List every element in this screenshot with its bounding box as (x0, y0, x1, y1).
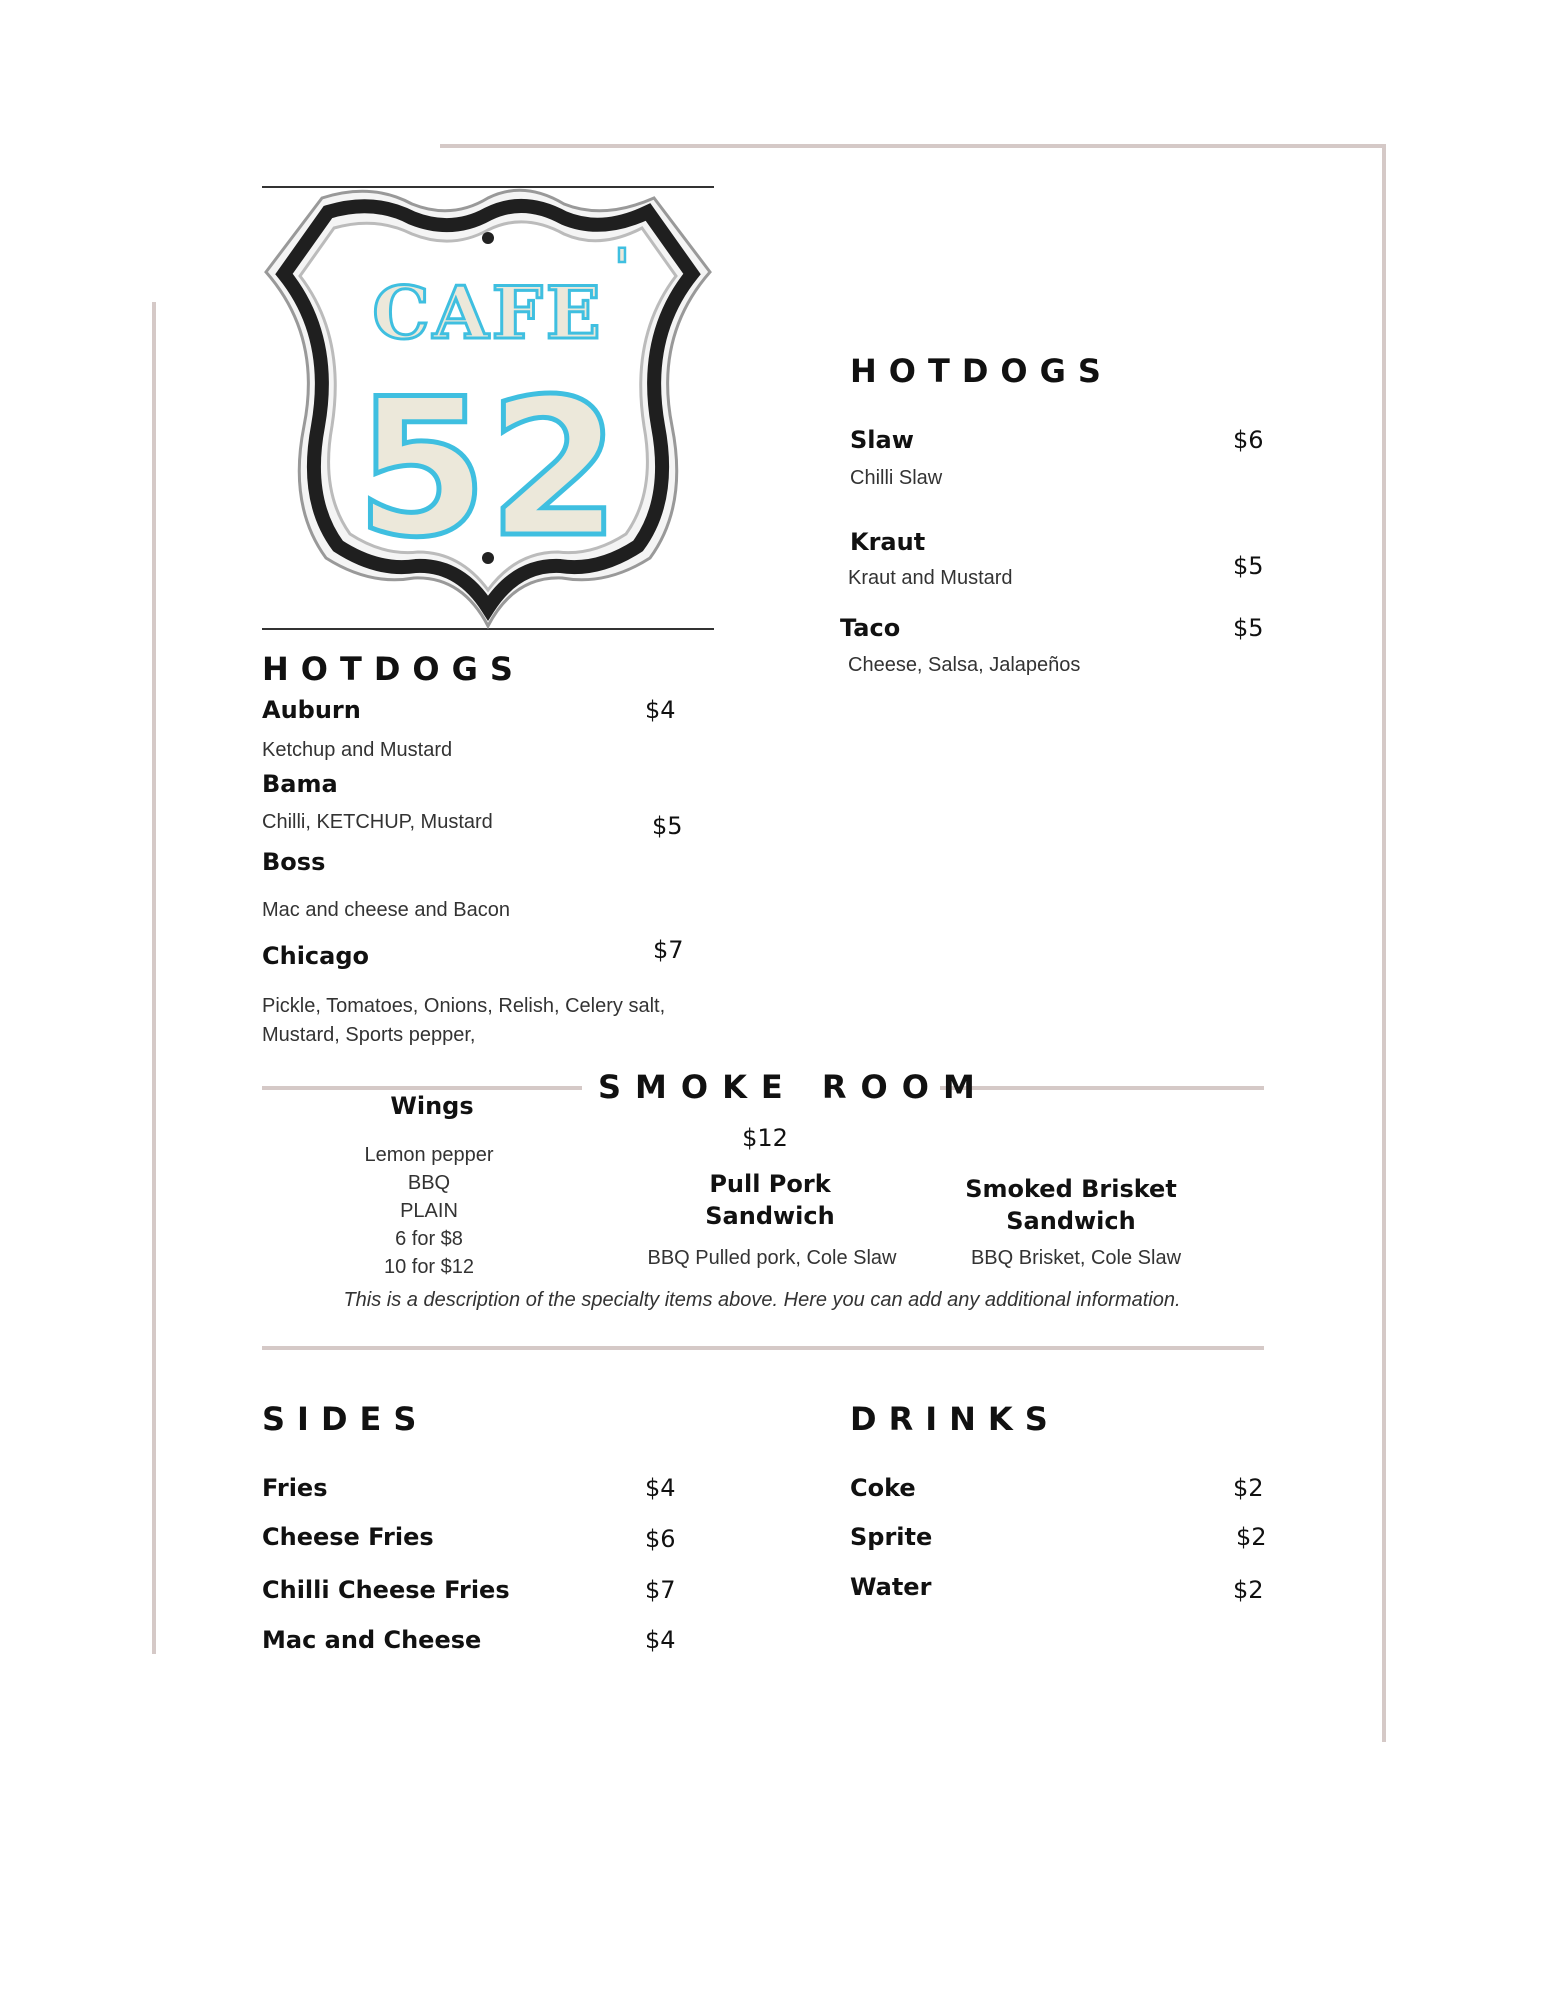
menu-item-taco-price: $5 (1233, 614, 1264, 642)
logo-number-text: 52 (355, 358, 621, 579)
menu-item-boss-name: Boss (262, 848, 326, 876)
drink-item-sprite-price: $2 (1236, 1523, 1267, 1551)
menu-item-auburn-desc: Ketchup and Mustard (262, 739, 453, 761)
menu-item-slaw-name: Slaw (850, 426, 914, 454)
menu-item-taco-name: Taco (840, 614, 901, 642)
menu-item-bama-name: Bama (262, 770, 338, 798)
drink-item-coke-price: $2 (1233, 1474, 1264, 1502)
menu-item-kraut-name: Kraut (850, 528, 926, 556)
menu-item-bama-desc: Chilli, KETCHUP, Mustard (262, 811, 493, 833)
wings-flavor-plain: PLAIN (400, 1200, 458, 1222)
route-shield-icon (262, 186, 714, 636)
pulled-pork-desc: BBQ Pulled pork, Cole Slaw (647, 1247, 897, 1269)
menu-item-bama-price: $5 (652, 812, 683, 840)
logo-cafe-text: CAFE (372, 270, 604, 355)
side-item-cheese-fries-name: Cheese Fries (262, 1523, 434, 1551)
side-item-mac-and-cheese-price: $4 (645, 1626, 676, 1654)
drink-item-water-name: Water (850, 1573, 932, 1601)
menu-item-auburn-price: $4 (645, 696, 676, 724)
brisket-name-line-1: Smoked Brisket (965, 1175, 1177, 1203)
smoke-room-title: SMOKE ROOM (598, 1068, 989, 1106)
side-item-chilli-cheese-fries-name: Chilli Cheese Fries (262, 1576, 510, 1604)
side-item-chilli-cheese-fries-price: $7 (645, 1576, 676, 1604)
menu-item-chicago-name: Chicago (262, 942, 370, 970)
pulled-pork-name-line-1: Pull Pork (709, 1170, 831, 1198)
hotdogs-left-title: HOTDOGS (262, 650, 525, 688)
side-item-fries-price: $4 (645, 1474, 676, 1502)
frame-top-line (440, 144, 1385, 148)
drinks-title: DRINKS (850, 1400, 1060, 1438)
smoke-room-price: $12 (742, 1124, 788, 1152)
menu-item-taco-desc: Cheese, Salsa, Jalapeños (848, 654, 1081, 676)
drink-item-water-price: $2 (1233, 1576, 1264, 1604)
smoke-room-wings-name: Wings (390, 1092, 474, 1120)
hotdogs-right-title: HOTDOGS (850, 352, 1113, 390)
menu-item-kraut-desc: Kraut and Mustard (848, 567, 1013, 589)
frame-right-line (1382, 144, 1386, 1742)
menu-item-slaw-price: $6 (1233, 426, 1264, 454)
wings-price-10: 10 for $12 (383, 1256, 475, 1278)
menu-item-chicago-price: $7 (653, 936, 684, 964)
smoke-room-rule-left (262, 1086, 582, 1090)
drink-item-coke-name: Coke (850, 1474, 916, 1502)
menu-item-auburn-name: Auburn (262, 696, 361, 724)
brisket-name-line-2: Sandwich (1006, 1207, 1136, 1235)
cafe-52-logo (262, 186, 714, 636)
menu-item-slaw-desc: Chilli Slaw (850, 467, 943, 489)
side-item-mac-and-cheese-name: Mac and Cheese (262, 1626, 482, 1654)
frame-left-line (152, 302, 156, 1654)
menu-item-chicago-desc-line-2: Mustard, Sports pepper, (262, 1024, 476, 1046)
brisket-desc: BBQ Brisket, Cole Slaw (970, 1247, 1182, 1269)
logo-accent-mark: ' (614, 238, 630, 299)
section-divider (262, 1346, 1264, 1350)
smoke-room-note: This is a description of the specialty items above. Here you can add any additional information. (343, 1289, 1181, 1311)
menu-item-kraut-price: $5 (1233, 552, 1264, 580)
side-item-cheese-fries-price: $6 (645, 1525, 676, 1553)
menu-item-chicago-desc-line-1: Pickle, Tomatoes, Onions, Relish, Celery salt, (262, 995, 666, 1017)
pulled-pork-name-line-2: Sandwich (705, 1202, 835, 1230)
wings-price-6: 6 for $8 (395, 1228, 463, 1250)
sides-title: SIDES (262, 1400, 429, 1438)
wings-flavor-bbq: BBQ (407, 1172, 451, 1194)
drink-item-sprite-name: Sprite (850, 1523, 933, 1551)
side-item-fries-name: Fries (262, 1474, 328, 1502)
menu-item-boss-desc: Mac and cheese and Bacon (262, 899, 510, 921)
wings-flavor-lemon-pepper: Lemon pepper (364, 1144, 494, 1166)
